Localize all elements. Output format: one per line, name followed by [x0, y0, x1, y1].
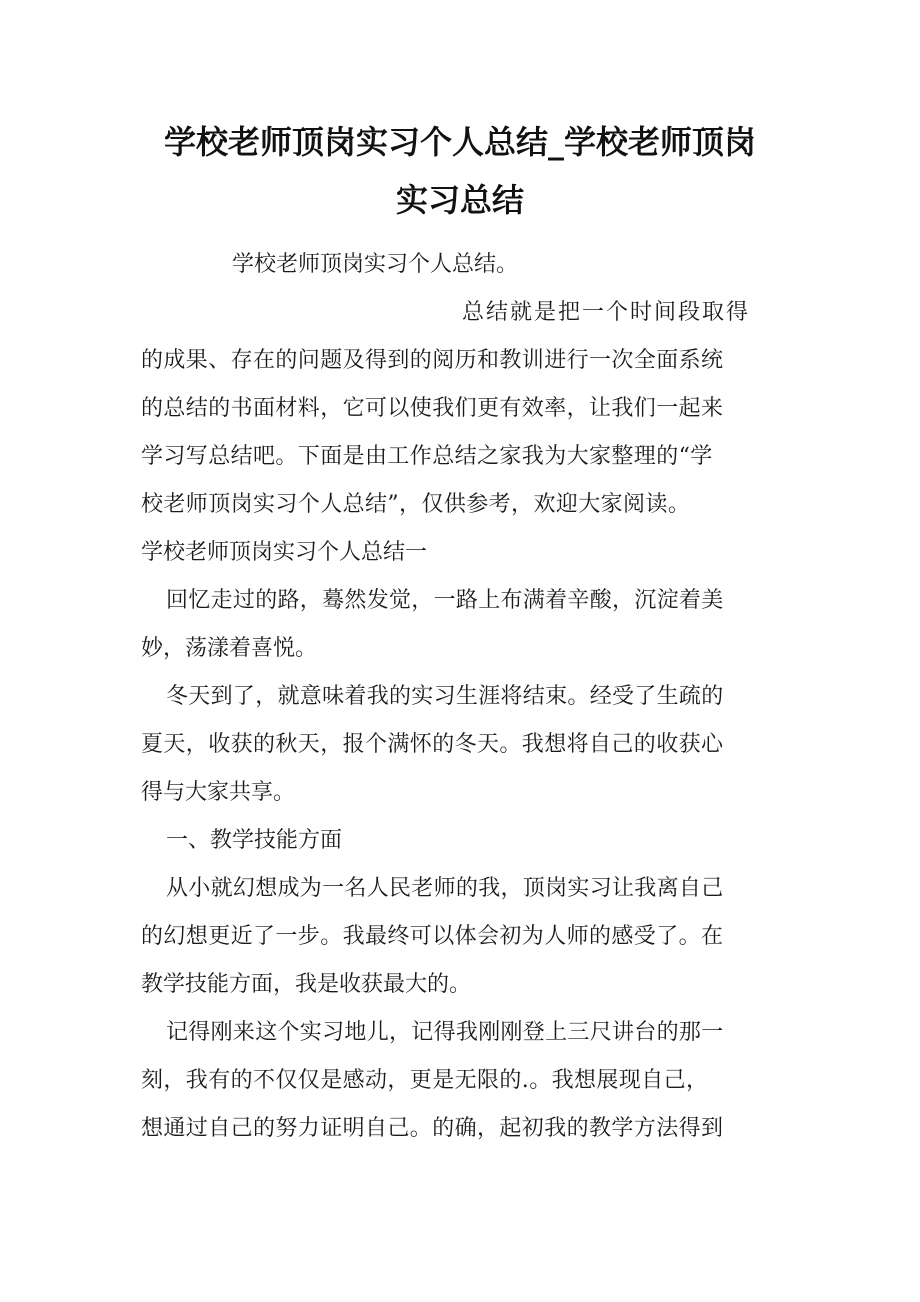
text-line: 记得刚来这个实习地儿，记得我刚刚登上三尺讲台的那一	[166, 1020, 724, 1045]
text-line: 总结就是把一个时间段取得	[462, 300, 751, 325]
text-line: 冬天到了，就意味着我的实习生涯将结束。经受了生疏的	[166, 684, 724, 709]
text-line: 想通过自己的努力证明自己。的确，起初我的教学方法得到	[141, 1116, 724, 1141]
text-line: 妙，荡漾着喜悦。	[141, 636, 318, 661]
text-line: 从小就幻想成为一名人民老师的我，顶岗实习让我离自己	[166, 876, 724, 901]
text-line: 校老师顶岗实习个人总结”，仅供参考，欢迎大家阅读。	[141, 492, 691, 517]
text-line: 的总结的书面材料，它可以使我们更有效率，让我们一起来	[141, 396, 724, 421]
text-line: 学习写总结吧。下面是由工作总结之家我为大家整理的“学	[141, 444, 713, 469]
document-title-line-2: 实习总结	[395, 181, 524, 219]
section-heading: 一、教学技能方面	[166, 828, 343, 853]
text-line: 夏天，收获的秋天，报个满怀的冬天。我想将自己的收获心	[141, 732, 724, 757]
text-line: 的成果、存在的问题及得到的阅历和教训进行一次全面系统	[141, 348, 724, 373]
text-line: 教学技能方面，我是收获最大的。	[141, 972, 472, 997]
text-line: 刻，我有的不仅仅是感动，更是无限的.。我想展现自己，	[141, 1068, 709, 1093]
text-line: 得与大家共享。	[141, 780, 296, 805]
section-heading: 学校老师顶岗实习个人总结一	[141, 540, 428, 565]
text-line: 学校老师顶岗实习个人总结。	[232, 252, 519, 277]
text-line: 回忆走过的路，蓦然发觉，一路上布满着辛酸，沉淀着美	[166, 588, 724, 613]
text-line: 的幻想更近了一步。我最终可以体会初为人师的感受了。在	[141, 924, 724, 949]
document-title-line-1: 学校老师顶岗实习个人总结_学校老师顶岗	[163, 123, 756, 161]
